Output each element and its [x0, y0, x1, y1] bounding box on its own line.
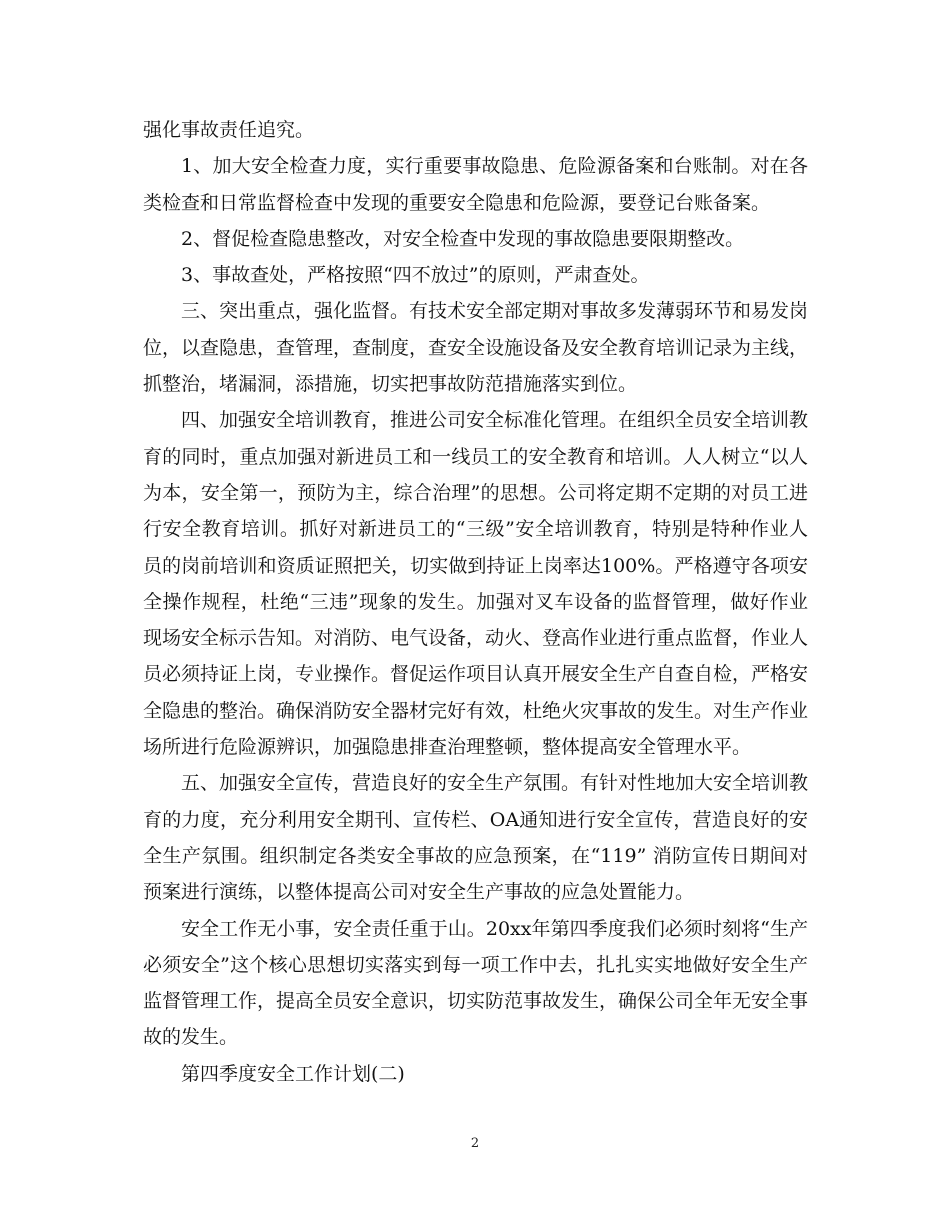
paragraph: 2、督促检查隐患整改，对安全检查中发现的事故隐患要限期整改。 [181, 227, 745, 250]
paragraph: 三、突出重点，强化监督。有技术安全部定期对事故多发薄弱环节和易发岗位，以查隐患，查管理，查制度，查安全设施设备及安全教育培训记录为主线，抓整治，堵漏洞，添措施，切实把事故防范措施落实到位。 [143, 300, 809, 396]
paragraph: 四、加强安全培训教育，推进公司安全标准化管理。在组织全员安全培训教育的同时，重点加强对新进员工和一线员工的安全教育和培训。人人树立“以人为本，安全第一，预防为主，综合治理”的思想。公司将定期不定期的对员工进行安全教育培训。抓好对新进员工的“三级”安全培训教育，特别是特种作业人员的岗前培训和资质证照把关，切实做到持证上岗率达100%。严格遵守各项安全操作规程，杜绝“三违”现象的发生。加强对叉车设备的监督管理，做好作业现场安全标示告知。对消防、电气设备，动火、登高作业进行重点监督，作业人员必须持证上岗，专业操作。督促运作项目认真开展安全生产自查自检，严格安全隐患的整治。确保消防安全器材完好有效，杜绝火灾事故的发生。对生产作业场所进行危险源辨识，加强隐患排查治理整顿，整体提高安全管理水平。 [143, 409, 809, 759]
page-number: 2 [470, 1136, 480, 1151]
paragraph: 强化事故责任追究。 [143, 119, 315, 141]
paragraph: 3、事故查处，严格按照“四不放过”的原则，严肃查处。 [181, 264, 650, 287]
document-body [143, 112, 808, 1092]
paragraph: 1、加大安全检查力度，实行重要事故隐患、危险源备案和台账制。对在各类检查和日常监督检查中发现的重要安全隐患和危险源，要登记台账备案。 [143, 155, 808, 214]
section-heading: 第四季度安全工作计划(二) [181, 1062, 405, 1085]
paragraph: 五、加强安全宣传，营造良好的安全生产氛围。有针对性地加大安全培训教育的力度，充分利用安全期刊、宣传栏、OA通知进行安全宣传，营造良好的安全生产氛围。组织制定各类安全事故的应急预案，在“119” 消防宣传日期间对预案进行演练，以整体提高公司对安全生产事故的应急处置能力。 [143, 772, 809, 904]
paragraph: 安全工作无小事，安全责任重于山。20xx年第四季度我们必须时刻将“生产必须安全”这个核心思想切实落实到每一项工作中去，扎扎实实地做好安全生产监督管理工作，提高全员安全意识，切实防范事故发生，确保公司全年无安全事故的发生。 [143, 917, 809, 1049]
